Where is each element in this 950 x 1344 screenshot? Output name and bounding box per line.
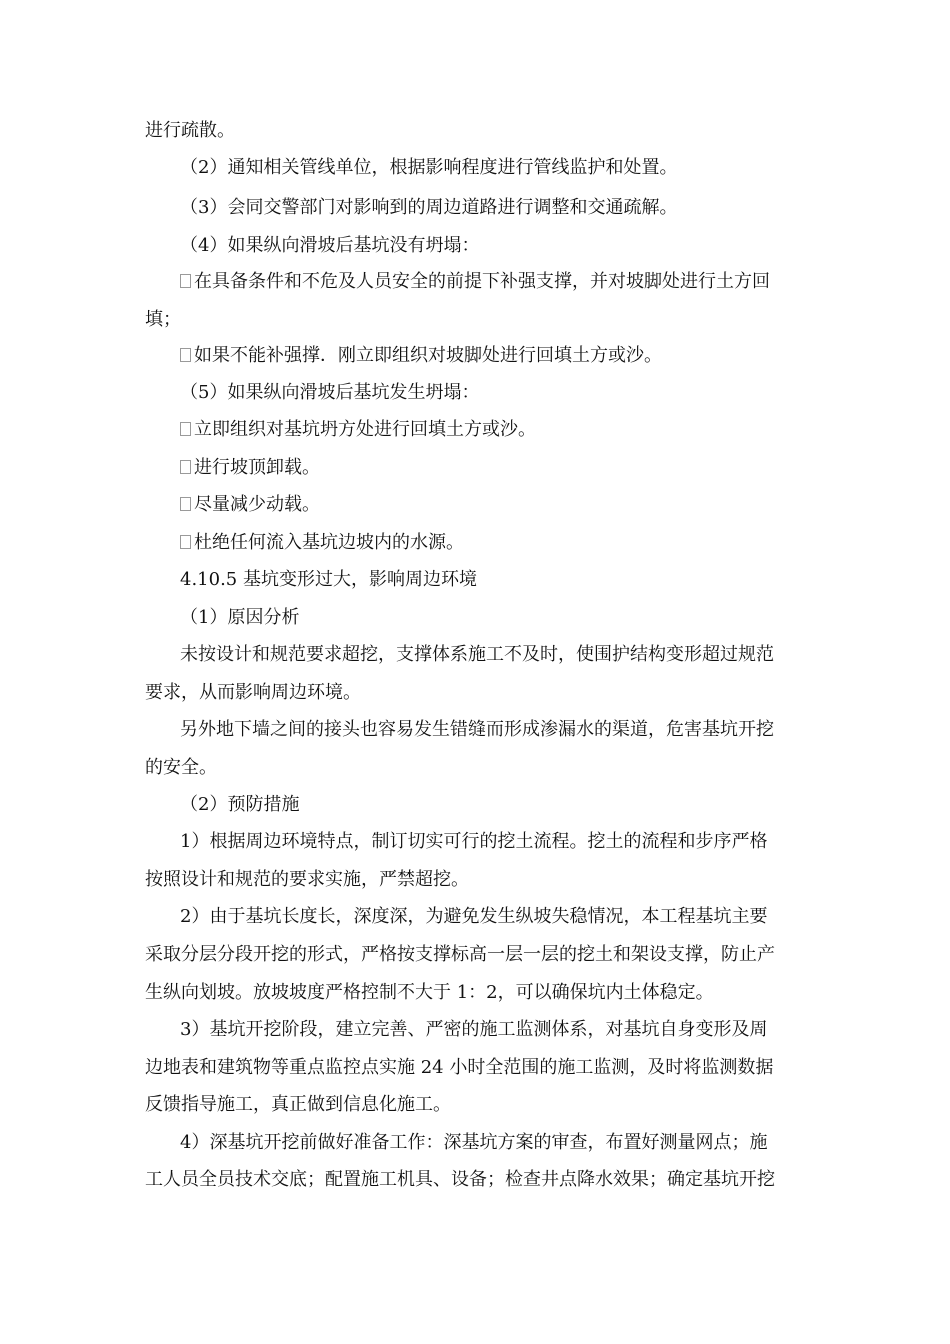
bullet-text: 如果不能补强撑．刚立即组织对坡脚处进行回填土方或沙。	[194, 345, 662, 366]
bullet-text: 在具备条件和不危及人员安全的前提下补强支撑，并对坡脚处进行土方回	[194, 271, 770, 292]
bullet-item	[180, 532, 464, 554]
paragraph-line: 工人员全员技术交底；配置施工机具、设备；检查井点降水效果；确定基坑开挖	[145, 1169, 775, 1190]
bullet-item	[180, 494, 320, 516]
paragraph-line: （4）如果纵向滑坡后基坑没有坍塌：	[180, 235, 480, 256]
bullet-item	[180, 345, 662, 367]
paragraph-line: 生纵向划坡。放坡坡度严格控制不大于 1：2，可以确保坑内土体稳定。	[145, 982, 714, 1003]
paragraph-line: 采取分层分段开挖的形式，严格按支撑标高一层一层的挖土和架设支撑，防止产	[145, 944, 775, 965]
paragraph-line: 进行疏散。	[145, 120, 235, 141]
checkbox-glyph-icon	[180, 460, 191, 474]
section-heading: 4.10.5 基坑变形过大，影响周边环境	[180, 569, 477, 590]
bullet-item	[180, 419, 536, 441]
paragraph-line: 2）由于基坑长度长，深度深，为避免发生纵坡失稳情况，本工程基坑主要	[180, 906, 768, 927]
paragraph-line: 按照设计和规范的要求实施，严禁超挖。	[145, 869, 469, 890]
paragraph-line: 边地表和建筑物等重点监控点实施 24 小时全范围的施工监测，及时将监测数据	[145, 1057, 774, 1078]
paragraph-line: 要求，从而影响周边环境。	[145, 682, 361, 703]
bullet-text: 尽量减少动载。	[194, 494, 320, 515]
paragraph-line: 4）深基坑开挖前做好准备工作：深基坑方案的审查，布置好测量网点；施	[180, 1132, 768, 1153]
paragraph-line: （3）会同交警部门对影响到的周边道路进行调整和交通疏解。	[180, 197, 678, 218]
paragraph-line: 3）基坑开挖阶段，建立完善、严密的施工监测体系，对基坑自身变形及周	[180, 1019, 768, 1040]
checkbox-glyph-icon	[180, 348, 191, 362]
checkbox-glyph-icon	[180, 497, 191, 511]
bullet-text: 杜绝任何流入基坑边坡内的水源。	[194, 532, 464, 553]
paragraph-line: 的安全。	[145, 757, 217, 778]
paragraph-line: 填；	[145, 309, 181, 330]
bullet-text: 立即组织对基坑坍方处进行回填土方或沙。	[194, 419, 536, 440]
paragraph-line: （1）原因分析	[180, 607, 300, 628]
checkbox-glyph-icon	[180, 535, 191, 549]
bullet-item	[180, 457, 320, 479]
checkbox-glyph-icon	[180, 422, 191, 436]
bullet-item	[180, 271, 770, 293]
checkbox-glyph-icon	[180, 274, 191, 288]
paragraph-line: （5）如果纵向滑坡后基坑发生坍塌：	[180, 382, 480, 403]
paragraph-line: （2）预防措施	[180, 794, 300, 815]
paragraph-line: 反馈指导施工，真正做到信息化施工。	[145, 1094, 451, 1115]
paragraph-line: 未按设计和规范要求超挖，支撑体系施工不及时，使围护结构变形超过规范	[180, 644, 774, 665]
paragraph-line: （2）通知相关管线单位，根据影响程度进行管线监护和处置。	[180, 157, 678, 178]
bullet-text: 进行坡顶卸载。	[194, 457, 320, 478]
paragraph-line: 另外地下墙之间的接头也容易发生错缝而形成渗漏水的渠道，危害基坑开挖	[180, 719, 774, 740]
paragraph-line: 1）根据周边环境特点，制订切实可行的挖土流程。挖土的流程和步序严格	[180, 831, 768, 852]
